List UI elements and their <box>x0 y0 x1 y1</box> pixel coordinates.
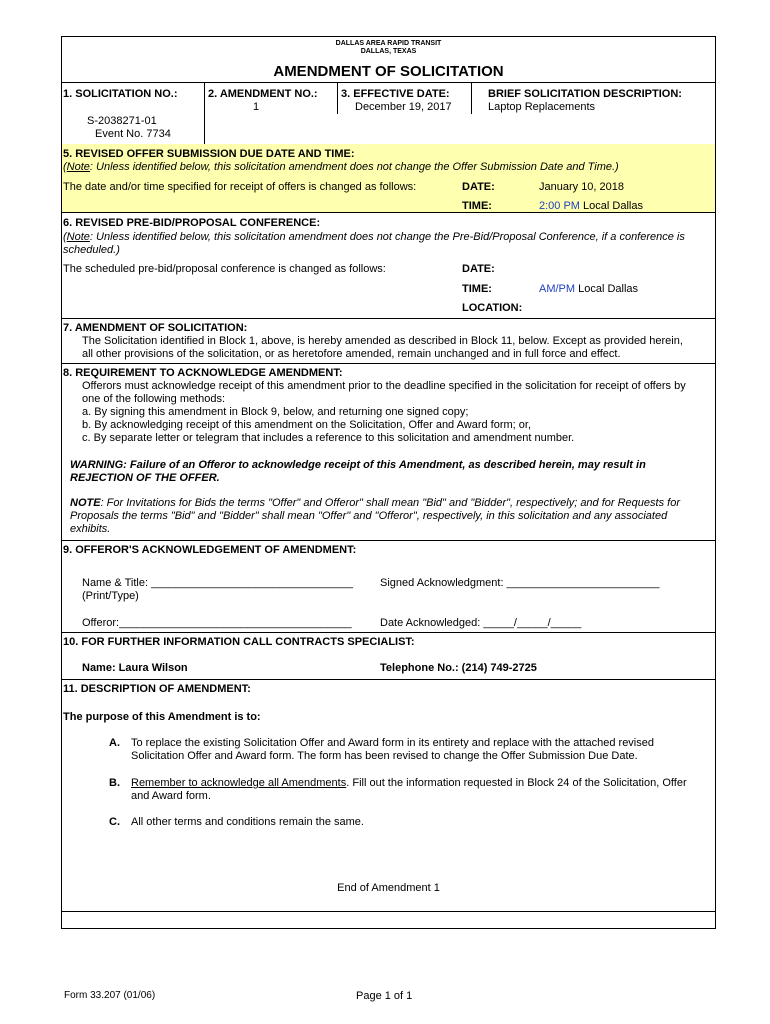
block6-note: (Note: Unless identified below, this solicitation amendment does not change the Pre-Bid/Proposal Conference, if a conference is <box>63 231 685 243</box>
block6-note-cont: scheduled.) <box>63 244 120 256</box>
block7-label: 7. AMENDMENT OF SOLICITATION: <box>63 322 248 334</box>
item-a-letter: A. <box>109 737 120 749</box>
block10-label: 10. FOR FURTHER INFORMATION CALL CONTRACTS SPECIALIST: <box>63 636 415 648</box>
item-c-letter: C. <box>109 816 120 828</box>
end-of-amendment: End of Amendment 1 <box>337 882 440 894</box>
block6-time-value: AM/PM Local Dallas <box>539 283 639 295</box>
amendment-no-label: 2. AMENDMENT NO.: <box>208 88 318 100</box>
block5-note: (Note: Unless identified below, this solicitation amendment does not change the Offer Submission Date and Time.) <box>63 161 619 173</box>
block8-line1: Offerors must acknowledge receipt of this amendment prior to the deadline specified in the solicitation for receipt of offers by <box>82 380 686 392</box>
divider <box>62 911 715 912</box>
block8-warning-2: REJECTION OF THE OFFER. <box>70 472 220 484</box>
solicitation-no-label: 1. SOLICITATION NO.: <box>63 88 178 100</box>
block7-line2: all other provisions of the solicitation, or as heretofore amended, remain unchanged and in full force and effect. <box>82 348 621 360</box>
page-number: Page 1 of 1 <box>356 990 413 1002</box>
divider <box>62 318 715 319</box>
form-number: Form 33.207 (01/06) <box>64 990 156 1001</box>
divider <box>62 540 715 541</box>
block5-changed-text: The date and/or time specified for receipt of offers is changed as follows: <box>63 181 417 193</box>
block6-location-label: LOCATION: <box>462 302 523 314</box>
block5-date-label: DATE: <box>462 181 495 193</box>
block8-warning-1: WARNING: Failure of an Offeror to acknowledge receipt of this Amendment, as described herein, may result in <box>70 459 646 471</box>
contract-specialist-name: Name: Laura Wilson <box>82 662 188 674</box>
effective-date-label: 3. EFFECTIVE DATE: <box>341 88 450 100</box>
date-acknowledged-field[interactable]: Date Acknowledged: _____/_____/_____ <box>380 617 582 629</box>
block6-label: 6. REVISED PRE-BID/PROPOSAL CONFERENCE: <box>63 217 321 229</box>
solicitation-no: S-2038271-01 <box>87 115 157 127</box>
divider <box>62 679 715 680</box>
block8-note-1: NOTE: For Invitations for Bids the terms "Offer" and Offeror" shall mean "Bid" and "Bidder", respectively; and for Requests for <box>70 497 680 509</box>
agency-location: DALLAS, TEXAS <box>360 48 417 55</box>
divider <box>337 82 338 114</box>
divider <box>471 82 472 114</box>
block6-time-label: TIME: <box>462 283 492 295</box>
block11-label: 11. DESCRIPTION OF AMENDMENT: <box>63 683 251 695</box>
signed-acknowledgment-field[interactable]: Signed Acknowledgment: _________________________ <box>380 577 660 589</box>
block11-purpose: The purpose of this Amendment is to: <box>63 711 261 723</box>
block8-item-c: c. By separate letter or telegram that includes a reference to this solicitation and amendment number. <box>82 432 575 444</box>
block6-date-label: DATE: <box>462 263 495 275</box>
divider <box>62 82 715 83</box>
divider <box>204 82 205 144</box>
event-no: Event No. 7734 <box>95 128 171 140</box>
form-title: AMENDMENT OF SOLICITATION <box>273 63 504 80</box>
print-type-hint: (Print/Type) <box>82 590 139 602</box>
item-b-line2: and Award form. <box>131 790 211 802</box>
block8-note-2: Proposals the terms "Bid" and "Bidder" shall mean "Offer" and "Offeror", respectively, in this solicitation and any associated <box>70 510 668 522</box>
block8-label: 8. REQUIREMENT TO ACKNOWLEDGE AMENDMENT: <box>63 367 343 379</box>
divider <box>62 363 715 364</box>
block8-note-3: exhibits. <box>70 523 111 535</box>
contract-specialist-phone: Telephone No.: (214) 749-2725 <box>380 662 537 674</box>
effective-date: December 19, 2017 <box>355 101 452 113</box>
amendment-no: 1 <box>253 101 260 113</box>
divider <box>62 212 715 213</box>
offeror-field[interactable]: Offeror:______________________________________ <box>82 617 352 629</box>
block6-changed-text: The scheduled pre-bid/proposal conference is changed as follows: <box>63 263 386 275</box>
block8-item-a: a. By signing this amendment in Block 9, below, and returning one signed copy; <box>82 406 469 418</box>
amendment-form <box>61 36 716 929</box>
block5-date-value: January 10, 2018 <box>539 181 625 193</box>
divider <box>62 632 715 633</box>
block8-item-b: b. By acknowledging receipt of this amendment on the Solicitation, Offer and Award form; or, <box>82 419 532 431</box>
item-a-line1: To replace the existing Solicitation Offer and Award form in its entirety and replace with the attached revised <box>131 737 654 749</box>
name-title-field[interactable]: Name & Title: _________________________________ <box>82 577 353 589</box>
block5-label: 5. REVISED OFFER SUBMISSION DUE DATE AND TIME: <box>63 148 355 160</box>
brief-description-label: BRIEF SOLICITATION DESCRIPTION: <box>488 88 682 100</box>
block5-time-label: TIME: <box>462 200 492 212</box>
item-c-text: All other terms and conditions remain the same. <box>131 816 364 828</box>
item-b-letter: B. <box>109 777 120 789</box>
block5-time-value: 2:00 PM Local Dallas <box>539 200 643 212</box>
agency-name: DALLAS AREA RAPID TRANSIT <box>335 40 442 47</box>
item-b-line1: Remember to acknowledge all Amendments. Fill out the information requested in Block 24 of the Solicitation, Offer <box>131 777 687 789</box>
block7-line1: The Solicitation identified in Block 1, above, is hereby amended as described in Block 11, below. Except as provided herein, <box>82 335 683 347</box>
item-a-line2: Solicitation Offer and Award form. The form has been revised to change the Offer Submission Due Date. <box>131 750 638 762</box>
block9-label: 9. OFFEROR'S ACKNOWLEDGEMENT OF AMENDMENT: <box>63 544 357 556</box>
block8-line2: one of the following methods: <box>82 393 226 405</box>
brief-description: Laptop Replacements <box>488 101 596 113</box>
